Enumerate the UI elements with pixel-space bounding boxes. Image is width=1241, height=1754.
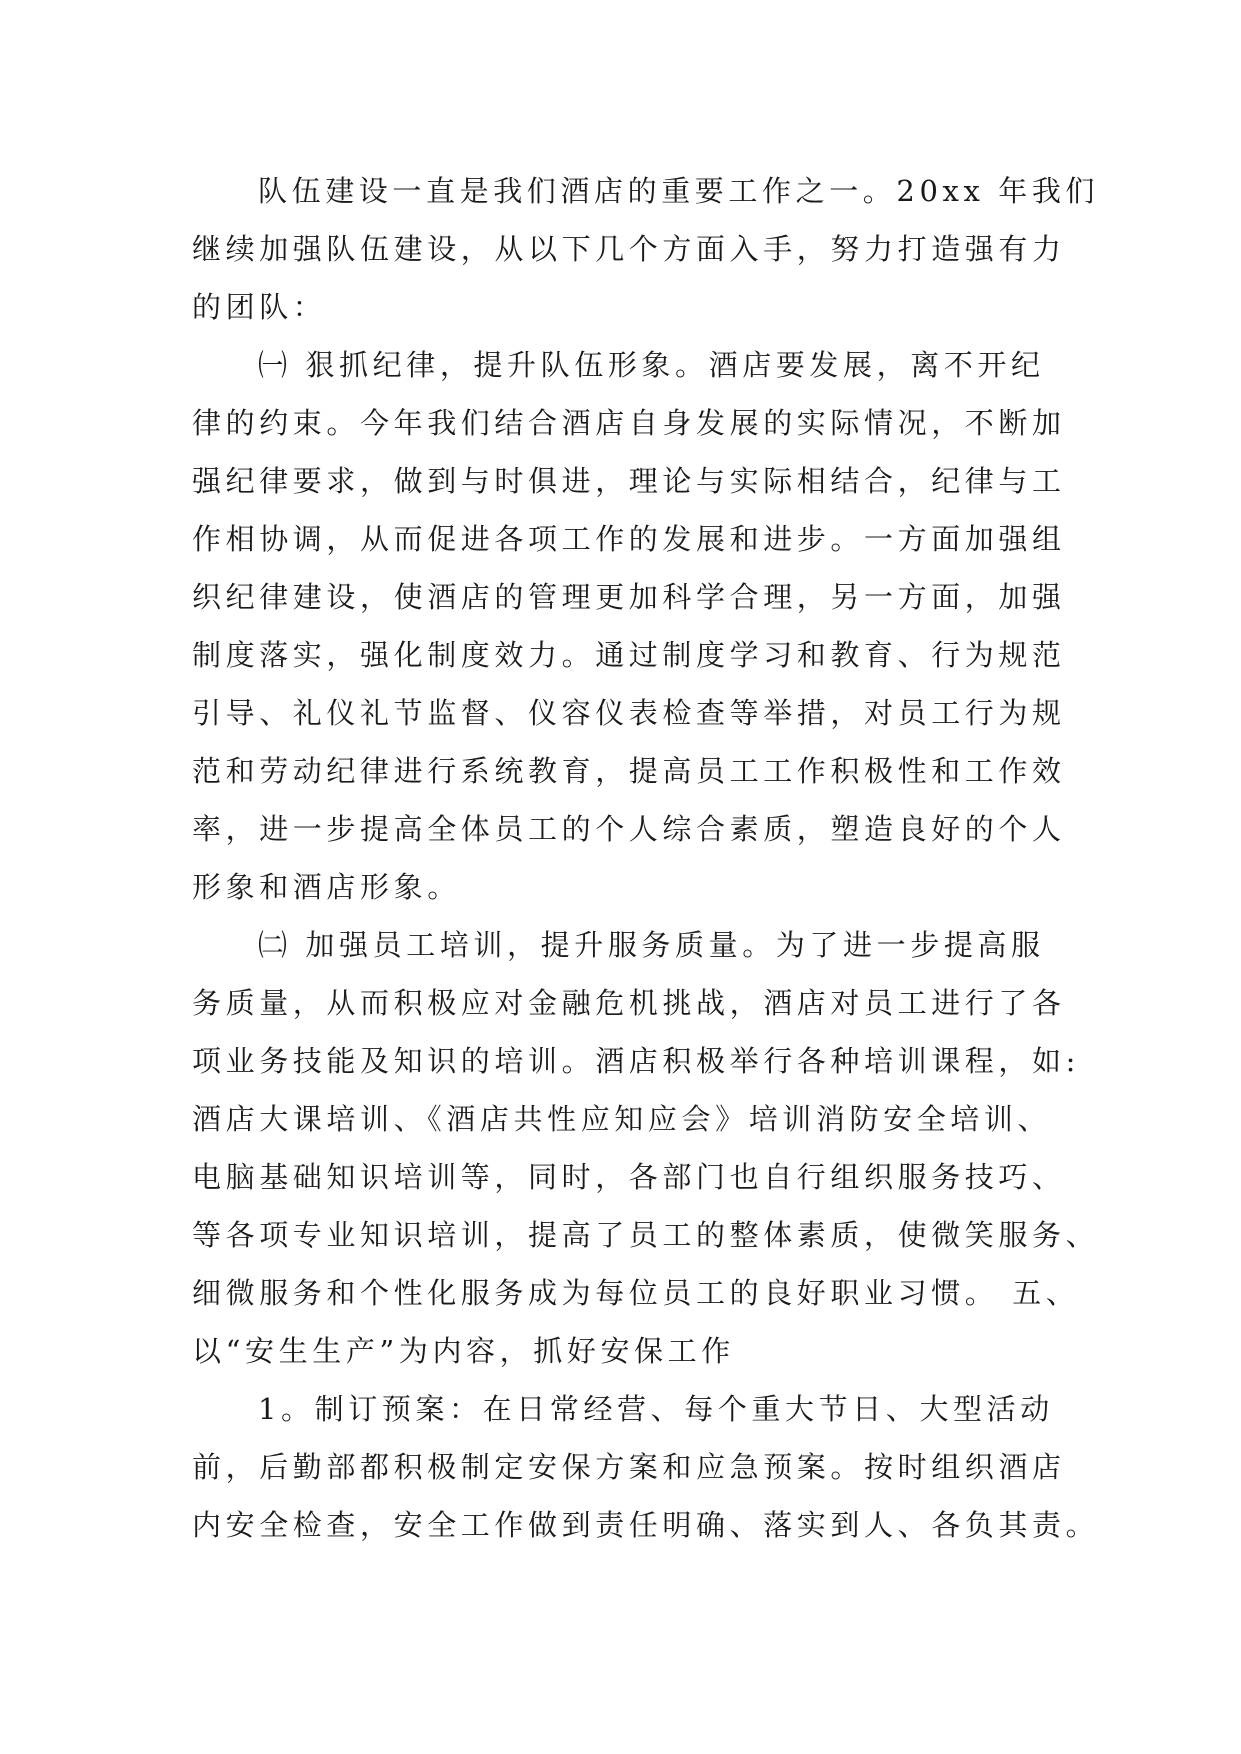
paragraph-training [192, 916, 1100, 1380]
text-line: 的团队： [192, 290, 327, 324]
text-line: 以“安生生产”为内容，抓好安保工作 [192, 1334, 735, 1368]
text-line: 继续加强队伍建设，从以下几个方面入手，努力打造强有力 [192, 232, 1066, 266]
text-line: 范和劳动纪律进行系统教育，提高员工工作积极性和工作效 [192, 754, 1066, 788]
text-line: 酒店大课培训、《酒店共性应知应会》培训消防安全培训、 [192, 1102, 1052, 1136]
text-line: 细微服务和个性化服务成为每位员工的良好职业习惯。 五、 [192, 1276, 1080, 1310]
text-line: 制度落实，强化制度效力。通过制度学习和教育、行为规范 [192, 638, 1066, 672]
text-line: 项业务技能及知识的培训。酒店积极举行各种培训课程，如: [192, 1044, 1080, 1078]
text-line: 内安全检查，安全工作做到责任明确、落实到人、各负其责。 [192, 1508, 1100, 1542]
text-line: 队伍建设一直是我们酒店的重要工作之一。20xx 年我们 [258, 174, 1100, 208]
text-line: 务质量，从而积极应对金融危机挑战，酒店对员工进行了各 [192, 986, 1066, 1020]
text-line: 1。制订预案：在日常经营、每个重大节日、大型活动 [258, 1392, 1054, 1426]
paragraph-safety-plan [192, 1380, 1100, 1554]
paragraph-team-building [192, 162, 1100, 336]
document-body [192, 162, 1100, 1554]
text-line: 作相协调，从而促进各项工作的发展和进步。一方面加强组 [192, 522, 1066, 556]
text-line: 织纪律建设，使酒店的管理更加科学合理，另一方面，加强 [192, 580, 1066, 614]
text-line: 强纪律要求，做到与时俱进，理论与实际相结合，纪律与工 [192, 464, 1066, 498]
text-line: 前，后勤部都积极制定安保方案和应急预案。按时组织酒店 [192, 1450, 1066, 1484]
text-line: 律的约束。今年我们结合酒店自身发展的实际情况，不断加 [192, 406, 1066, 440]
paragraph-discipline [192, 336, 1066, 916]
text-line: ㈠ 狠抓纪律，提升队伍形象。酒店要发展，离不开纪 [258, 348, 1045, 382]
text-line: 形象和酒店形象。 [192, 870, 461, 904]
text-line: ㈡ 加强员工培训，提升服务质量。为了进一步提高服 [258, 928, 1045, 962]
text-line: 率，进一步提高全体员工的个人综合素质，塑造良好的个人 [192, 812, 1066, 846]
text-line: 等各项专业知识培训，提高了员工的整体素质，使微笑服务、 [192, 1218, 1100, 1252]
text-line: 电脑基础知识培训等，同时，各部门也自行组织服务技巧、 [192, 1160, 1066, 1194]
text-line: 引导、礼仪礼节监督、仪容仪表检查等举措，对员工行为规 [192, 696, 1066, 730]
